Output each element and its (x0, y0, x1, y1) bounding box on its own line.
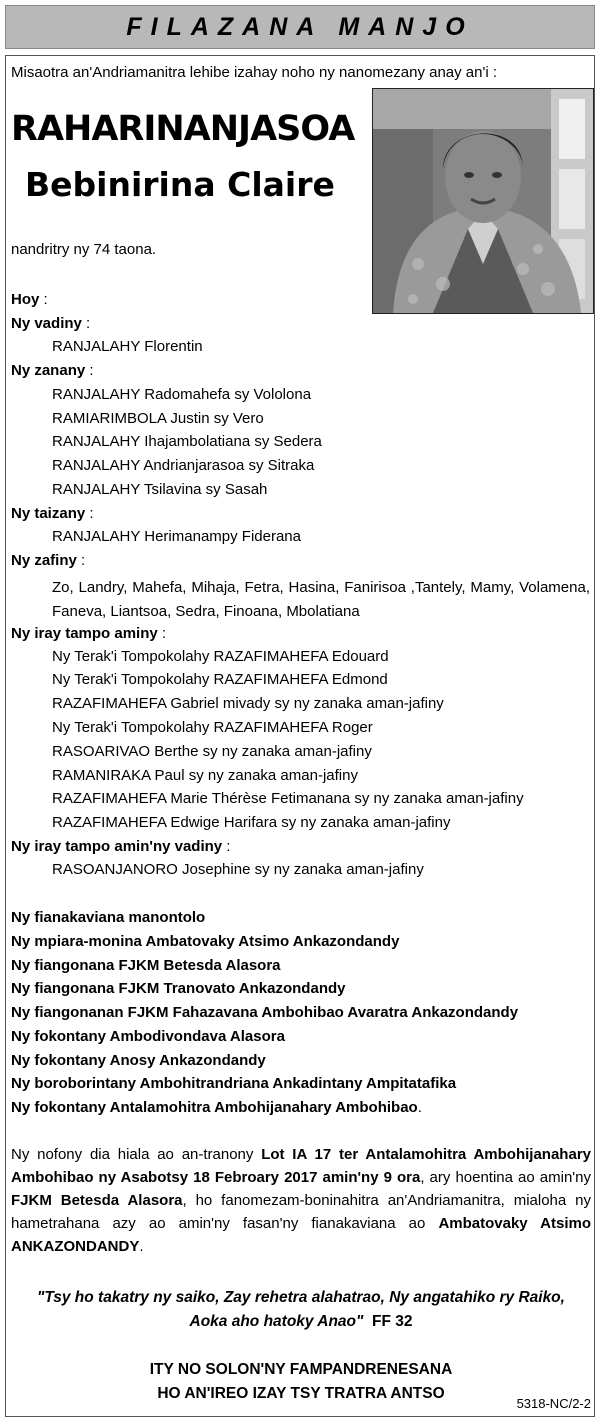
group-last-text: Ny fokontany Antalamohitra Ambohijanahary Ambohibao (11, 1099, 418, 1116)
closing-line-1: ITY NO SOLON'NY FAMPANDRENESANA (149, 1361, 453, 1378)
notice-burial-place: Ambatovaky Atsimo ANKAZONDANDY (11, 1215, 591, 1255)
announcement-header (5, 5, 595, 49)
group-line: Ny fiangonana FJKM Betesda Alasora (11, 957, 281, 974)
notice-church: FJKM Betesda Alasora (11, 1192, 183, 1209)
list-item: RANJALAHY Tsilavina sy Sasah (52, 481, 268, 498)
zafiny-label: Ny zafiny (11, 552, 77, 569)
group-line: Ny fianakaviana manontolo (11, 909, 206, 926)
age-text: nandritry ny 74 taona. (11, 241, 157, 258)
zanany-heading: Ny zanany : (11, 362, 94, 379)
tampo-heading: Ny iray tampo aminy : (11, 625, 167, 642)
reference-code: 5318-NC/2-2 (516, 1396, 591, 1411)
taizany-label: Ny taizany (11, 505, 86, 522)
list-item: Ny Terak'i Tompokolahy RAZAFIMAHEFA Roger (52, 719, 373, 736)
quote-reference: FF 32 (372, 1313, 413, 1330)
group-last-suffix: . (417, 1099, 422, 1116)
quote-line-2 (11, 1310, 591, 1334)
hoy-line: Hoy : (11, 291, 48, 308)
list-item: RANJALAHY Florentin (52, 338, 203, 355)
tampo-vadiny-heading: Ny iray tampo amin'ny vadiny : (11, 838, 231, 855)
list-item: RAZAFIMAHEFA Marie Thérèse Fetimanana sy ny zanaka aman-jafiny (52, 790, 524, 807)
quote-line-1: "Tsy ho takatry ny saiko, Zay rehetra alahatrao, Ny angatahiko ry Raiko, (37, 1289, 565, 1306)
group-line-last (11, 1099, 422, 1117)
list-item: RAZAFIMAHEFA Gabriel mivady sy ny zanaka aman-jafiny (52, 695, 444, 712)
taizany-heading: Ny taizany : (11, 505, 94, 522)
list-item: RAMIARIMBOLA Justin sy Vero (52, 410, 264, 427)
group-line: Ny fiangonana FJKM Tranovato Ankazondandy (11, 980, 346, 997)
deceased-surname: RAHARINANJASOA (11, 109, 355, 149)
notice-text-1: Ny nofony dia hiala ao an-tranony (11, 1146, 262, 1163)
closing-note (11, 1358, 591, 1406)
list-item: Ny Terak'i Tompokolahy RAZAFIMAHEFA Edouard (52, 648, 389, 665)
quote-line-2-text: Aoka aho hatoky Anao" (189, 1313, 364, 1330)
portrait-photo (372, 88, 594, 314)
group-line: Ny boroborintany Ambohitrandriana Ankadintany Ampitatafika (11, 1075, 457, 1092)
intro-text: Misaotra an'Andriamanitra lehibe izahay noho ny nanomezany anay an'i : (11, 64, 498, 81)
notice-text-3: , ho fanomezam-boninahitra an'Andriamanitra, mialoha ny hametrahana azy ao amin'ny fasan'ny fianakaviana ao (11, 1192, 591, 1232)
group-line: Ny fokontany Anosy Ankazondandy (11, 1052, 266, 1069)
group-line: Ny fokontany Ambodivondava Alasora (11, 1028, 285, 1045)
group-line: Ny mpiara-monina Ambatovaky Atsimo Ankazondandy (11, 933, 400, 950)
notice-address: Lot IA 17 ter Antalamohitra Ambohijanahary Ambohibao ny Asabotsy 18 Febroary 2017 amin'ny 9 ora (11, 1146, 591, 1186)
list-item: RANJALAHY Radomahefa sy Vololona (52, 386, 312, 403)
closing-line-2: HO AN'IREO IZAY TSY TRATRA ANTSO (157, 1385, 445, 1402)
list-item: RANJALAHY Andrianjarasoa sy Sitraka (52, 457, 315, 474)
vadiny-heading: Ny vadiny : (11, 315, 91, 332)
funeral-notice (11, 1143, 591, 1258)
tampo-vadiny-label: Ny iray tampo amin'ny vadiny (11, 838, 223, 855)
hymn-quote (11, 1286, 591, 1334)
list-item: Ny Terak'i Tompokolahy RAZAFIMAHEFA Edmond (52, 671, 388, 688)
zanany-label: Ny zanany (11, 362, 86, 379)
header-title: FILAZANA MANJO (126, 12, 474, 41)
list-item: RAMANIRAKA Paul sy ny zanaka aman-jafiny (52, 767, 358, 784)
list-item: RASOARIVAO Berthe sy ny zanaka aman-jafiny (52, 743, 372, 760)
list-item: RASOANJANORO Josephine sy ny zanaka aman-jafiny (52, 861, 424, 878)
zafiny-list: Zo, Landry, Mahefa, Mihaja, Fetra, Hasina, Fanirisoa ,Tantely, Mamy, Volamena, Faneva, Liantsoa, Sedra, Finoana, Mbolatiana (52, 579, 590, 620)
list-item: RAZAFIMAHEFA Edwige Harifara sy ny zanaka aman-jafiny (52, 814, 451, 831)
group-line: Ny fiangonanan FJKM Fahazavana Ambohibao Avaratra Ankazondandy (11, 1004, 519, 1021)
tampo-label: Ny iray tampo aminy (11, 625, 158, 642)
vadiny-label: Ny vadiny (11, 315, 82, 332)
notice-text-4: . (139, 1238, 144, 1255)
zafiny-heading: Ny zafiny : (11, 552, 86, 569)
hoy-label: Hoy (11, 291, 40, 308)
list-item: RANJALAHY Herimanampy Fiderana (52, 528, 301, 545)
notice-text-2: , ary hoentina ao amin'ny (420, 1169, 591, 1186)
list-item: RANJALAHY Ihajambolatiana sy Sedera (52, 433, 322, 450)
deceased-given-names: Bebinirina Claire (25, 165, 335, 204)
portrait-photo-image (373, 89, 593, 313)
